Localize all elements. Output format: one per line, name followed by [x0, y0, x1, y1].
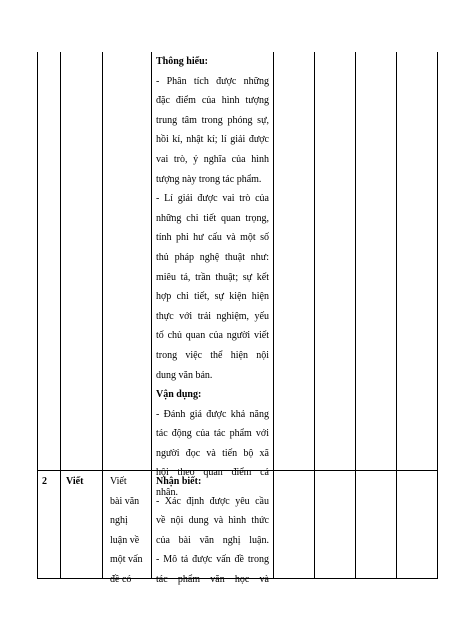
objective-text-line: đặc điểm của hình tượng — [156, 95, 269, 107]
row-number: 2 — [42, 476, 47, 487]
skill-cell: Viết — [66, 476, 84, 487]
objective-text-line: tố chủ quan của người viết — [156, 330, 269, 342]
objective-text-line: người đọc và tiến bộ xã — [156, 447, 269, 459]
table-column-divider — [314, 52, 315, 579]
objective-text-line: thực với trải nghiệm, yếu — [156, 310, 269, 322]
unit-text-line: một vấn — [110, 554, 143, 566]
objective-text-line: tính phi hư cấu và một số — [156, 232, 269, 244]
unit-text-line: bài văn — [110, 495, 140, 507]
objectives-cell-row-2 — [156, 472, 269, 590]
objective-text-line: tác động của tác phẩm với — [156, 428, 269, 440]
objective-text-line: thủ pháp nghệ thuật như: — [156, 251, 269, 263]
objective-text-line: tượng này trong tác phẩm. — [156, 173, 262, 185]
objective-text-line: - Xác định được yêu cầu — [156, 495, 269, 507]
unit-text-line: luận về — [110, 534, 140, 546]
objective-text-line: - Lí giải được vai trò của — [156, 193, 269, 205]
objective-text-line: - Phân tích được những — [156, 75, 269, 87]
objective-text-line: những chi tiết quan trọng, — [156, 212, 269, 224]
objectives-cell-continued — [156, 52, 269, 503]
table-column-divider — [396, 52, 397, 579]
table-border-right — [437, 52, 438, 579]
objective-text-line: của bài văn nghị luận. — [156, 534, 269, 546]
unit-text-line: Viết — [110, 476, 127, 487]
table-column-divider — [273, 52, 274, 579]
table-column-divider — [60, 52, 61, 579]
objective-text-line: về nội dung và hình thức — [156, 515, 269, 527]
unit-cell — [110, 472, 150, 590]
objective-text-line: - Đánh giá được khả năng — [156, 408, 269, 420]
objective-text-line: dung văn bản. — [156, 369, 213, 381]
objective-text-line: miêu tả, trần thuật; sự kết — [156, 271, 269, 283]
unit-text-line: đề có — [110, 573, 132, 585]
comprehension-list — [156, 72, 269, 386]
objective-text-line: hợp chi tiết, sự kiện hiện — [156, 291, 269, 303]
recognition-heading: Nhận biết: — [156, 476, 202, 487]
comprehension-heading: Thông hiểu: — [156, 56, 208, 67]
objective-text-line: nhân. — [156, 487, 178, 499]
unit-text-line: nghị — [110, 515, 128, 527]
recognition-list — [156, 492, 269, 590]
table-border-left — [37, 52, 38, 579]
application-heading: Vận dụng: — [156, 389, 202, 401]
objective-text-line: tác phẩm văn học và — [156, 573, 269, 585]
objective-text-line: trung tâm trong phóng sự, — [156, 114, 269, 126]
objective-text-line: vai trò, ý nghĩa của hình — [156, 153, 269, 165]
table-column-divider — [355, 52, 356, 579]
objective-text-line: hồi kí, nhật kí; lí giải được — [156, 134, 269, 146]
objective-text-line: hội theo quan điểm cá — [156, 467, 269, 479]
table-column-divider — [102, 52, 103, 579]
objective-text-line: - Mô tả được vấn đề trong — [156, 554, 269, 566]
table-column-divider — [151, 52, 152, 579]
objective-text-line: trong việc thể hiện nội — [156, 349, 269, 361]
